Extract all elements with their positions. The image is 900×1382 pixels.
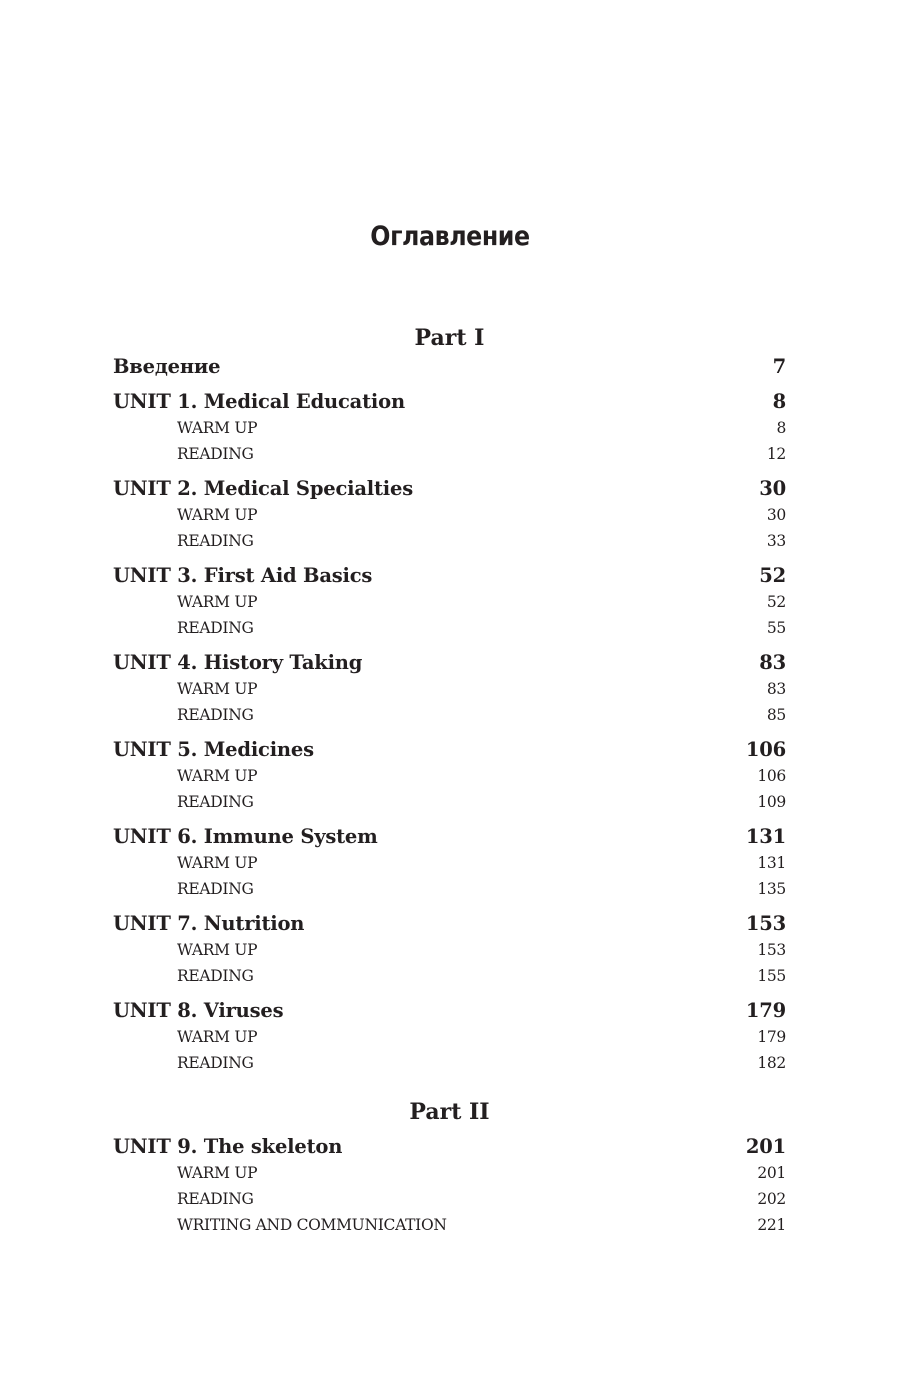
entry-title: UNIT 4. History Taking bbox=[113, 651, 363, 674]
subentry-page: 182 bbox=[757, 1054, 786, 1072]
entry-page: 131 bbox=[745, 825, 786, 848]
entry-title: UNIT 6. Immune System bbox=[113, 825, 378, 848]
toc-subentry[interactable] bbox=[113, 937, 786, 963]
toc-entry-unit-8[interactable] bbox=[113, 998, 786, 1024]
subentry-page: 33 bbox=[766, 532, 786, 550]
entry-title: Введение bbox=[113, 355, 221, 378]
entry-page: 7 bbox=[772, 355, 786, 378]
toc-subentry[interactable] bbox=[113, 1212, 786, 1238]
entry-title: UNIT 7. Nutrition bbox=[113, 912, 305, 935]
entry-page: 8 bbox=[772, 390, 786, 413]
toc-entry-intro[interactable] bbox=[113, 354, 786, 380]
subentry-title: WRITING AND COMMUNICATION bbox=[177, 1216, 447, 1234]
subentry-title: READING bbox=[177, 880, 254, 898]
subentry-page: 201 bbox=[757, 1164, 786, 1182]
subentry-page: 153 bbox=[757, 941, 786, 959]
subentry-page: 155 bbox=[757, 967, 786, 985]
entry-title: UNIT 3. First Aid Basics bbox=[113, 564, 373, 587]
toc-entry-unit-2[interactable] bbox=[113, 476, 786, 502]
toc-subentry[interactable] bbox=[113, 1024, 786, 1050]
toc-subentry[interactable] bbox=[113, 1050, 786, 1076]
table-of-contents bbox=[113, 324, 786, 1238]
toc-subentry[interactable] bbox=[113, 789, 786, 815]
toc-subentry[interactable] bbox=[113, 876, 786, 902]
toc-entry-unit-1[interactable] bbox=[113, 389, 786, 415]
subentry-page: 202 bbox=[757, 1190, 786, 1208]
subentry-page: 106 bbox=[757, 767, 786, 785]
entry-title: UNIT 5. Medicines bbox=[113, 738, 314, 761]
subentry-page: 109 bbox=[757, 793, 786, 811]
part-heading: Part I bbox=[414, 325, 485, 351]
subentry-page: 179 bbox=[757, 1028, 786, 1046]
subentry-page: 85 bbox=[766, 706, 786, 724]
subentry-title: READING bbox=[177, 793, 254, 811]
subentry-page: 131 bbox=[757, 854, 786, 872]
subentry-title: READING bbox=[177, 1054, 254, 1072]
page-title: Оглавление bbox=[370, 221, 530, 252]
toc-subentry[interactable] bbox=[113, 1186, 786, 1212]
subentry-title: WARM UP bbox=[177, 1164, 258, 1182]
subentry-title: WARM UP bbox=[177, 854, 258, 872]
toc-subentry[interactable] bbox=[113, 528, 786, 554]
subentry-title: WARM UP bbox=[177, 941, 258, 959]
subentry-page: 12 bbox=[766, 445, 786, 463]
toc-subentry[interactable] bbox=[113, 850, 786, 876]
toc-subentry[interactable] bbox=[113, 415, 786, 441]
entry-page: 201 bbox=[745, 1135, 786, 1158]
toc-entry-unit-6[interactable] bbox=[113, 824, 786, 850]
subentry-page: 30 bbox=[766, 506, 786, 524]
entry-page: 106 bbox=[745, 738, 786, 761]
subentry-title: READING bbox=[177, 445, 254, 463]
subentry-page: 135 bbox=[757, 880, 786, 898]
part-heading: Part II bbox=[409, 1099, 490, 1125]
toc-subentry[interactable] bbox=[113, 702, 786, 728]
entry-page: 83 bbox=[759, 651, 786, 674]
subentry-title: WARM UP bbox=[177, 593, 258, 611]
subentry-title: READING bbox=[177, 967, 254, 985]
toc-subentry[interactable] bbox=[113, 1160, 786, 1186]
toc-subentry[interactable] bbox=[113, 676, 786, 702]
subentry-page: 221 bbox=[757, 1216, 786, 1234]
toc-subentry[interactable] bbox=[113, 589, 786, 615]
subentry-title: WARM UP bbox=[177, 1028, 258, 1046]
entry-title: UNIT 2. Medical Specialties bbox=[113, 477, 413, 500]
toc-subentry[interactable] bbox=[113, 763, 786, 789]
toc-subentry[interactable] bbox=[113, 441, 786, 467]
toc-entry-unit-7[interactable] bbox=[113, 911, 786, 937]
entry-title: UNIT 9. The skeleton bbox=[113, 1135, 343, 1158]
toc-subentry[interactable] bbox=[113, 963, 786, 989]
subentry-title: WARM UP bbox=[177, 680, 258, 698]
entry-page: 153 bbox=[745, 912, 786, 935]
toc-subentry[interactable] bbox=[113, 615, 786, 641]
entry-page: 52 bbox=[759, 564, 786, 587]
subentry-title: READING bbox=[177, 532, 254, 550]
subentry-title: READING bbox=[177, 706, 254, 724]
subentry-page: 83 bbox=[766, 680, 786, 698]
entry-page: 30 bbox=[759, 477, 786, 500]
toc-entry-unit-5[interactable] bbox=[113, 737, 786, 763]
subentry-title: WARM UP bbox=[177, 767, 258, 785]
subentry-page: 52 bbox=[766, 593, 786, 611]
toc-entry-unit-4[interactable] bbox=[113, 650, 786, 676]
entry-page: 179 bbox=[745, 999, 786, 1022]
entry-title: UNIT 8. Viruses bbox=[113, 999, 284, 1022]
entry-title: UNIT 1. Medical Education bbox=[113, 390, 405, 413]
toc-entry-unit-9[interactable] bbox=[113, 1134, 786, 1160]
toc-subentry[interactable] bbox=[113, 502, 786, 528]
subentry-page: 8 bbox=[776, 419, 786, 437]
subentry-title: WARM UP bbox=[177, 419, 258, 437]
subentry-title: READING bbox=[177, 619, 254, 637]
subentry-title: READING bbox=[177, 1190, 254, 1208]
subentry-page: 55 bbox=[766, 619, 786, 637]
toc-entry-unit-3[interactable] bbox=[113, 563, 786, 589]
subentry-title: WARM UP bbox=[177, 506, 258, 524]
